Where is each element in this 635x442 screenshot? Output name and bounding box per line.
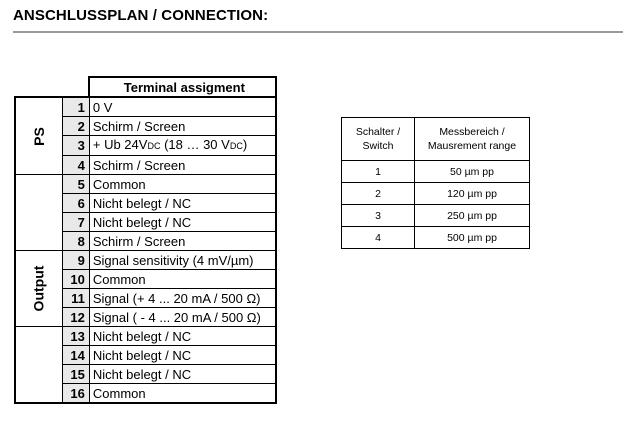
header-spacer (15, 77, 62, 97)
terminal-description: 0 V (89, 97, 276, 117)
header-spacer (62, 77, 89, 97)
range-value: 500 µm pp (415, 227, 530, 249)
terminal-description: Signal (+ 4 ... 20 mA / 500 Ω) (89, 289, 276, 308)
dc-subscript: DC (147, 141, 161, 151)
terminal-description: Nicht belegt / NC (89, 327, 276, 346)
page-title: ANSCHLUSSPLAN / CONNECTION: (13, 7, 269, 24)
terminal-description: Common (89, 270, 276, 289)
switch-value: 4 (342, 227, 415, 249)
terminal-number: 15 (62, 365, 89, 384)
terminal-number: 14 (62, 346, 89, 365)
range-header-line2: Mausrement range (427, 140, 517, 152)
terminal-number: 9 (62, 251, 89, 270)
terminal-description (89, 136, 276, 156)
supply-range-text: (18 … 30 V (160, 137, 230, 152)
terminal-number: 3 (62, 136, 89, 156)
range-header (415, 118, 530, 161)
switch-header-line1: Schalter / (355, 126, 401, 138)
supply-text: + Ub 24V (92, 137, 148, 152)
terminal-description: Nicht belegt / NC (89, 194, 276, 213)
terminal-number: 12 (62, 308, 89, 327)
group-ps-label: PS (30, 126, 47, 146)
terminal-description: Nicht belegt / NC (89, 365, 276, 384)
terminal-number: 16 (62, 384, 89, 404)
terminal-number: 8 (62, 232, 89, 251)
switch-header-line2: Switch (362, 140, 394, 152)
terminal-number: 2 (62, 117, 89, 136)
dc-subscript: DC (229, 141, 243, 151)
switch-range-table (341, 117, 530, 249)
terminal-number: 5 (62, 175, 89, 194)
group-unlabeled (15, 327, 62, 404)
group-unlabeled (15, 175, 62, 251)
terminal-description: Common (89, 175, 276, 194)
terminal-number: 10 (62, 270, 89, 289)
switch-value: 1 (342, 161, 415, 183)
group-output-label: Output (30, 265, 47, 312)
terminal-description: Common (89, 384, 276, 404)
terminal-assignment-table (14, 76, 277, 404)
terminal-description: Signal sensitivity (4 mV/µm) (89, 251, 276, 270)
terminal-number: 1 (62, 97, 89, 117)
terminal-description: Nicht belegt / NC (89, 346, 276, 365)
switch-value: 2 (342, 183, 415, 205)
switch-value: 3 (342, 205, 415, 227)
terminal-number: 11 (62, 289, 89, 308)
range-value: 250 µm pp (415, 205, 530, 227)
terminal-number: 7 (62, 213, 89, 232)
terminal-number: 6 (62, 194, 89, 213)
terminal-table-header: Terminal assigment (89, 77, 276, 97)
terminal-description: Schirm / Screen (89, 232, 276, 251)
title-divider (13, 31, 623, 33)
group-output (15, 251, 62, 327)
terminal-number: 13 (62, 327, 89, 346)
range-value: 120 µm pp (415, 183, 530, 205)
terminal-description: Signal ( - 4 ... 20 mA / 500 Ω) (89, 308, 276, 327)
range-value: 50 µm pp (415, 161, 530, 183)
supply-close-text: ) (242, 137, 248, 152)
terminal-number: 4 (62, 156, 89, 175)
switch-header (342, 118, 415, 161)
range-header-line1: Messbereich / (439, 126, 505, 138)
terminal-description: Schirm / Screen (89, 117, 276, 136)
terminal-description: Schirm / Screen (89, 156, 276, 175)
group-ps (15, 97, 62, 175)
terminal-description: Nicht belegt / NC (89, 213, 276, 232)
